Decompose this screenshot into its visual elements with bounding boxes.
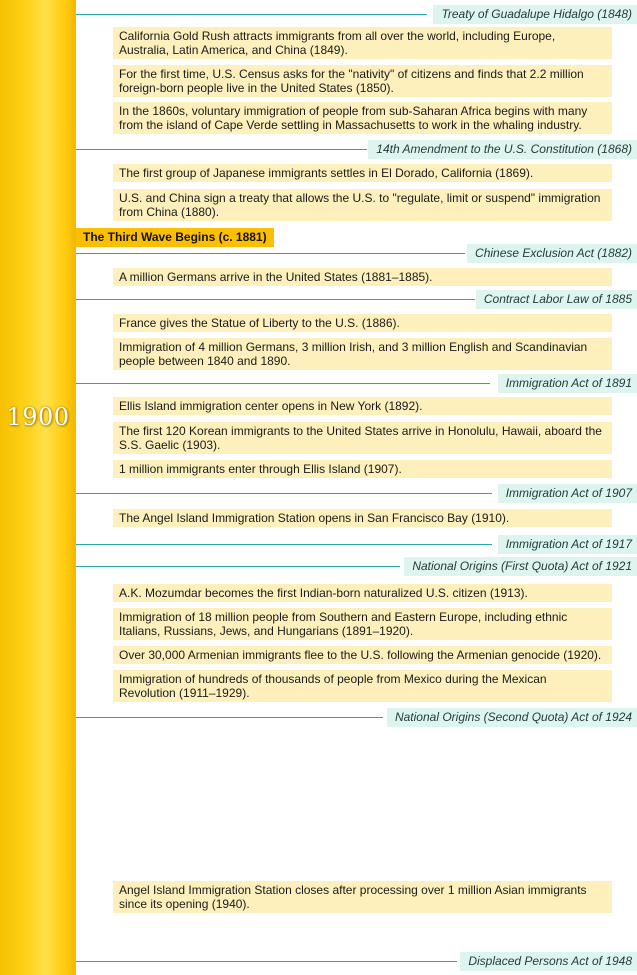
event-item: Over 30,000 Armenian immigrants flee to the U.S. following the Armenian genocide (1920). [113, 646, 612, 664]
law-label[interactable]: 14th Amendment to the U.S. Constitution (1868) [368, 140, 637, 159]
event-item: For the first time, U.S. Census asks for the "nativity" of citizens and finds that 2.2 million foreign-born people live in the United States (1850). [113, 65, 612, 97]
law-line [76, 149, 367, 150]
event-item: Immigration of 18 million people from Southern and Eastern Europe, including ethnic Italians, Russians, Jews, and Hungarians (1891–1920). [113, 608, 612, 640]
event-item: Immigration of 4 million Germans, 3 million Irish, and 3 million English and Scandinavian people between 1840 and 1890. [113, 338, 612, 370]
law-line [76, 14, 427, 15]
law-label[interactable]: National Origins (Second Quota) Act of 1924 [387, 708, 637, 727]
event-item: The first group of Japanese immigrants settles in El Dorado, California (1869). [113, 164, 612, 182]
event-item: A.K. Mozumdar becomes the first Indian-born naturalized U.S. citizen (1913). [113, 584, 612, 602]
law-line [76, 493, 492, 494]
event-item: Immigration of hundreds of thousands of people from Mexico during the Mexican Revolution (1911–1929). [113, 670, 612, 702]
event-item: Angel Island Immigration Station closes after processing over 1 million Asian immigrants since its opening (1940). [113, 881, 612, 913]
law-line [76, 253, 465, 254]
event-item: In the 1860s, voluntary immigration of people from sub-Saharan Africa begins with many from the island of Cape Verde settling in Massachusetts to work in the whaling industry. [113, 102, 612, 134]
event-item: Ellis Island immigration center opens in New York (1892). [113, 397, 612, 415]
law-line [76, 299, 475, 300]
law-line [76, 383, 490, 384]
law-label[interactable]: Displaced Persons Act of 1948 [460, 952, 637, 971]
law-line [76, 717, 383, 718]
law-line [76, 566, 400, 567]
event-item: France gives the Statue of Liberty to the U.S. (1886). [113, 314, 612, 332]
law-label[interactable]: National Origins (First Quota) Act of 1921 [404, 557, 637, 576]
law-label[interactable]: Chinese Exclusion Act (1882) [467, 244, 637, 263]
event-item: 1 million immigrants enter through Ellis Island (1907). [113, 460, 612, 478]
law-label[interactable]: Immigration Act of 1907 [498, 484, 637, 503]
event-item: California Gold Rush attracts immigrants from all over the world, including Europe, Australia, Latin America, and China (1849). [113, 27, 612, 59]
law-label[interactable]: Treaty of Guadalupe Hidalgo (1848) [433, 5, 637, 24]
law-label[interactable]: Contract Labor Law of 1885 [476, 290, 637, 309]
third-wave-label: The Third Wave Begins (c. 1881) [76, 228, 274, 247]
event-item: The first 120 Korean immigrants to the United States arrive in Honolulu, Hawaii, aboard the S.S. Gaelic (1903). [113, 422, 612, 454]
event-item: The Angel Island Immigration Station opens in San Francisco Bay (1910). [113, 509, 612, 527]
law-label[interactable]: Immigration Act of 1891 [498, 374, 637, 393]
year-label: 1900 [6, 403, 70, 431]
timeline-bar [0, 0, 76, 975]
event-item: U.S. and China sign a treaty that allows the U.S. to "regulate, limit or suspend" immigration from China (1880). [113, 189, 612, 221]
law-line [76, 544, 492, 545]
law-line [76, 961, 457, 962]
law-label[interactable]: Immigration Act of 1917 [498, 535, 637, 554]
event-item: A million Germans arrive in the United States (1881–1885). [113, 268, 612, 286]
